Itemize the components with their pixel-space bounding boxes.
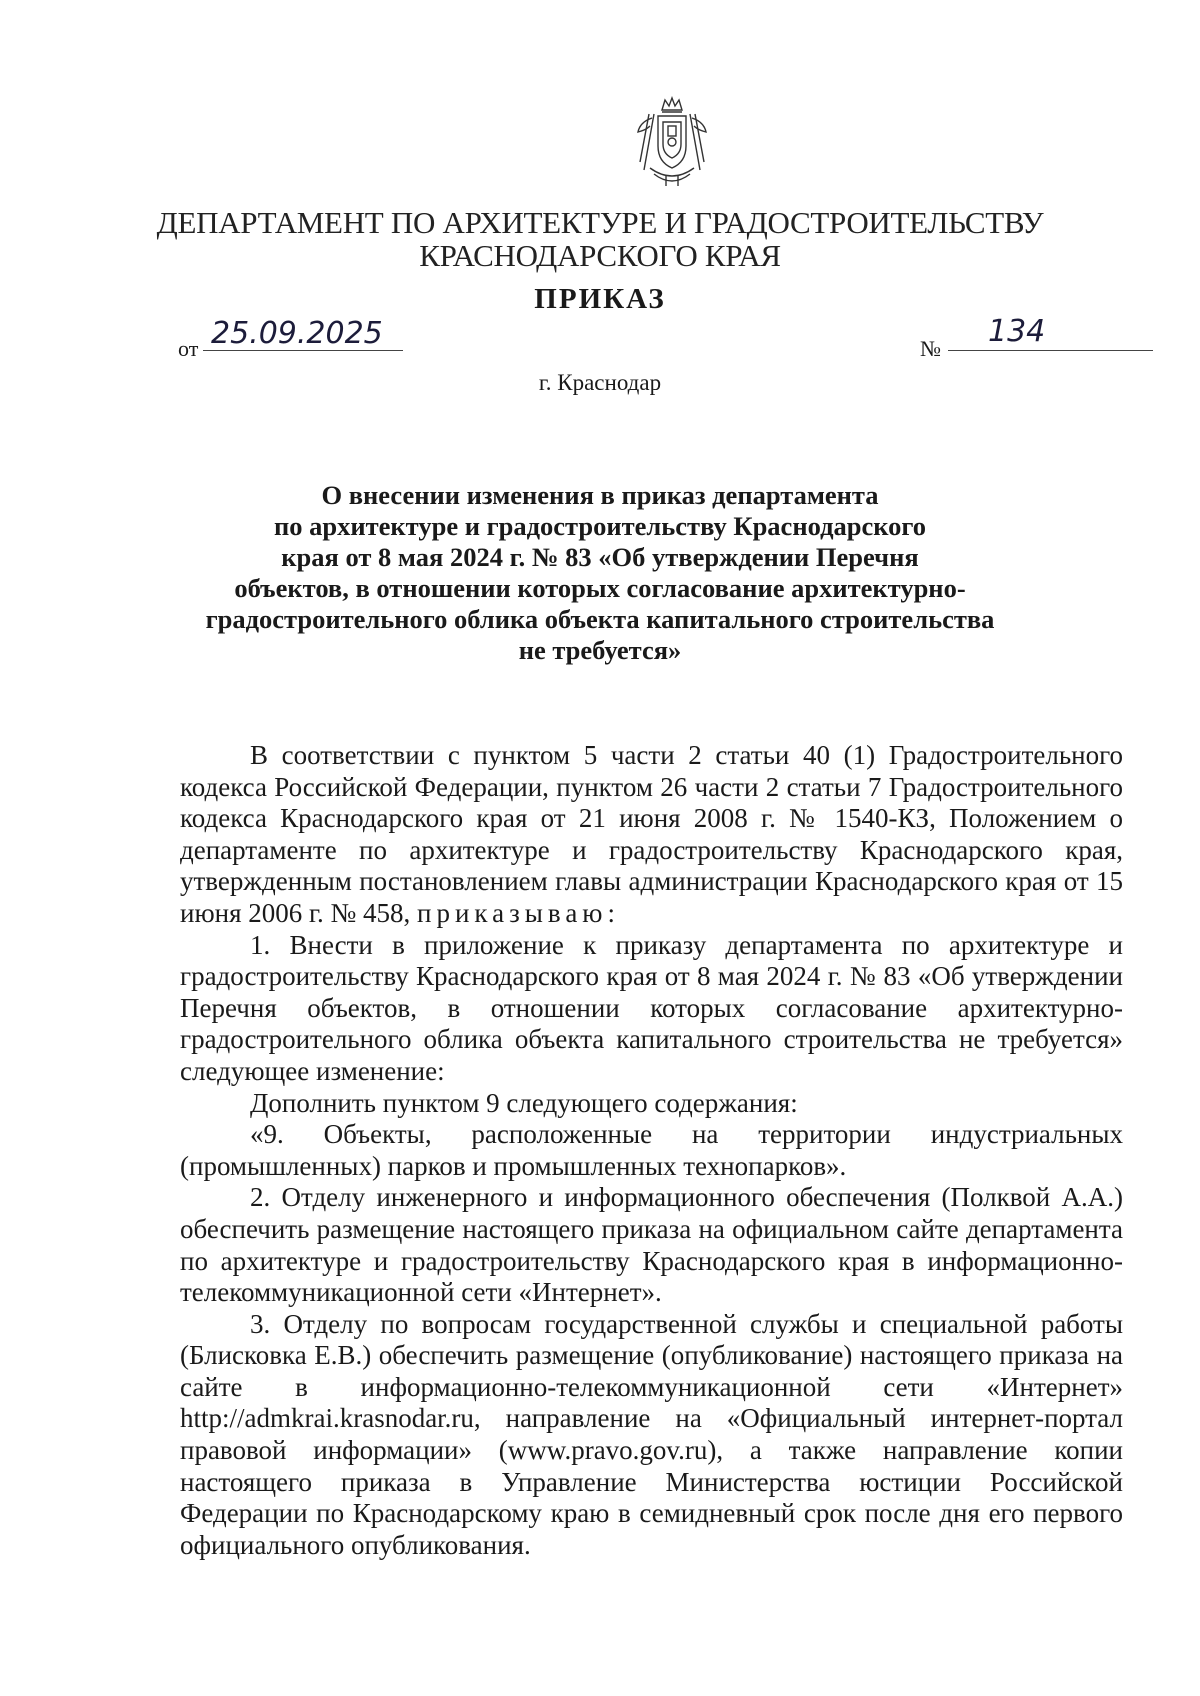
- item-1-addition: Дополнить пунктом 9 следующего содержания:: [250, 1087, 798, 1118]
- order-date: [178, 316, 383, 362]
- item-1-point-9: «9. Объекты, расположенные на территории индустриальных (промышленных) парков и промышленных технопарков».: [180, 1119, 1123, 1181]
- number-underline: [948, 314, 1153, 351]
- item-2-paragraph: 2. Отделу инженерного и информационного обеспечения (Полквой А.А.) обеспечить размещение настоящего приказа на официальном сайте департамента по архитектуре и градостроительству Краснодарского края в информационно-телекоммуникационной сети «Интернет».: [180, 1182, 1123, 1308]
- order-subject-heading: [195, 480, 1005, 666]
- department-name-line1: ДЕПАРТАМЕНТ ПО АРХИТЕКТУРЕ И ГРАДОСТРОИТЕЛЬСТВУ: [156, 205, 1044, 240]
- subject-line: объектов, в отношении которых согласование архитектурно-: [234, 573, 966, 603]
- subject-line: О внесении изменения в приказ департамента: [321, 480, 879, 510]
- subject-line: градостроительного облика объекта капитального строительства: [205, 604, 995, 634]
- handwritten-number: 134: [988, 314, 1046, 349]
- handwritten-date: 25.09.2025: [211, 316, 383, 351]
- order-word: приказываю:: [417, 897, 620, 928]
- preamble-paragraph: [180, 740, 1123, 930]
- order-body: [180, 740, 1123, 1561]
- date-underline: [203, 316, 403, 351]
- item-3-paragraph: 3. Отделу по вопросам государственной службы и специальной работы (Блисковка Е.В.) обеспечить размещение (опубликование) настоящего приказа на сайте в информационно-телекоммуникационной сети «Интернет» http://admkrai.krasnodar.ru, направление на «Официальный интернет-портал правовой информации» (www.pravo.gov.ru), а также направление копии настоящего приказа в Управление Министерства юстиции Российской Федерации по Краснодарскому краю в семидневный срок после дня его первого официального опубликования.: [180, 1308, 1123, 1560]
- subject-line: края от 8 мая 2024 г. № 83 «Об утверждении Перечня: [281, 542, 919, 572]
- date-prefix: от: [178, 336, 199, 361]
- document-type-title: ПРИКАЗ: [534, 283, 666, 315]
- department-name-line2: КРАСНОДАРСКОГО КРАЯ: [419, 238, 781, 273]
- subject-line: не требуется»: [518, 635, 682, 665]
- number-prefix: №: [920, 336, 941, 361]
- order-number: [920, 314, 1046, 362]
- subject-line: по архитектуре и градостроительству Краснодарского: [273, 511, 927, 541]
- city-name: г. Краснодар: [538, 370, 662, 395]
- preamble-text: В соответствии с пунктом 5 части 2 статьи 40 (1) Градостроительного кодекса Российской Федерации, пунктом 26 части 2 статьи 7 Градостроительного кодекса Краснодарского края от 21 июня 2008 г. № 1540-КЗ, Положением о департаменте по архитектуре и градостроительству Краснодарского края, утвержденным постановлением главы администрации Краснодарского края от 15 июня 2006 г. № 458,: [180, 740, 1123, 928]
- krasnodar-coat-of-arms-icon: [632, 96, 712, 192]
- item-1-paragraph: 1. Внести в приложение к приказу департамента по архитектуре и градостроительству Краснодарского края от 8 мая 2024 г. № 83 «Об утверждении Перечня объектов, в отношении которых согласование архитектурно-градостроительного облика объекта капитального строительства не требуется» следующее изменение:: [180, 929, 1123, 1086]
